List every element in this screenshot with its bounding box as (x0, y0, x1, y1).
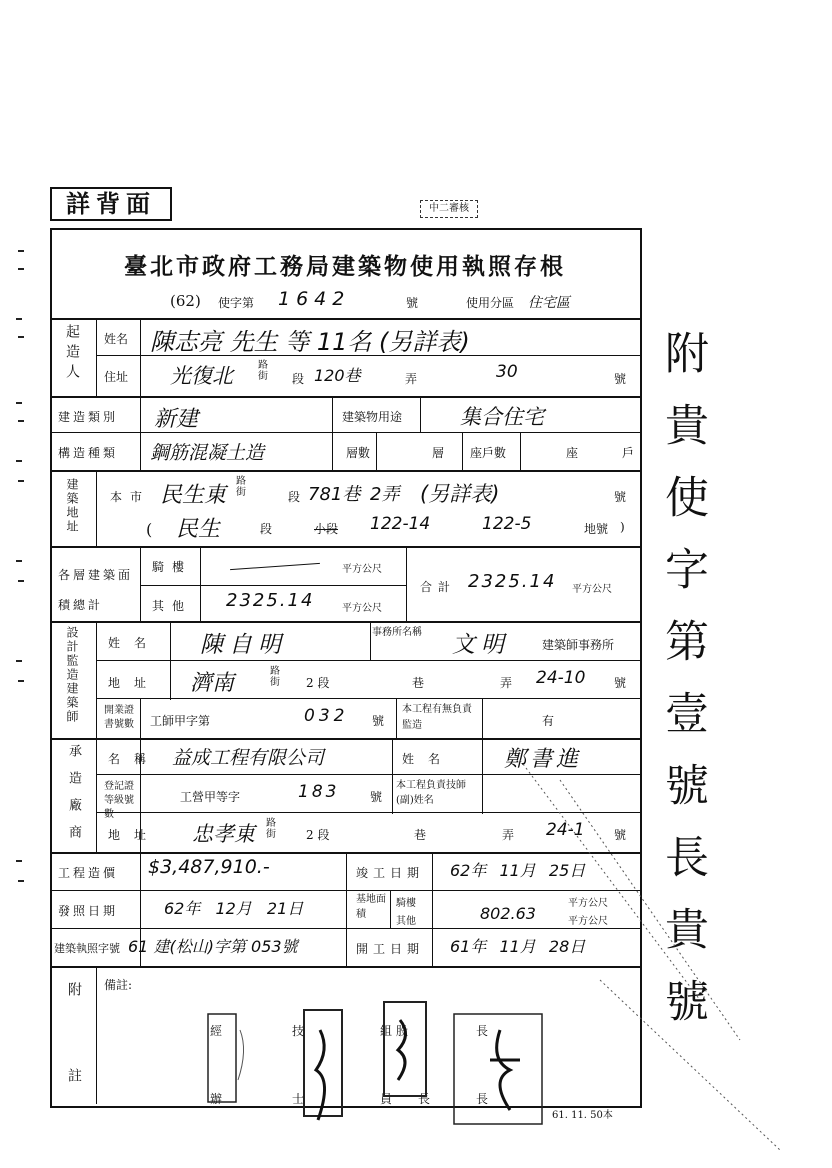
document-tag: 詳背面 (50, 187, 172, 221)
architect-name-label: 姓名 (108, 636, 161, 650)
sign-bottom-3: 員 (380, 1092, 393, 1106)
supervisor-value: 有 (542, 714, 555, 728)
contractor-name-value: 益成工程有限公司 (172, 747, 325, 769)
contractor-lane: 巷 (414, 828, 427, 842)
architect-license-no: 032 (304, 706, 349, 726)
contractor-road: 忠孝東 (192, 822, 255, 846)
builder-name-label: 姓名 (104, 332, 129, 346)
issue-label: 發照日期 (58, 904, 119, 918)
site-label: 建築地址 (65, 478, 79, 534)
site-lane: 781巷 (308, 484, 361, 505)
office-label: 事務所名稱 (372, 627, 422, 638)
builder-road: 光復北 (170, 364, 233, 388)
units-value: 座 (566, 446, 579, 460)
start-value: 61年 11月 28日 (450, 937, 586, 956)
lot-section: 段 (260, 522, 273, 536)
use-label: 建築物用途 (342, 410, 403, 424)
arcade-label: 騎樓 (152, 560, 193, 574)
architect-lane: 巷 (412, 676, 425, 690)
lot-no-1: 122-14 (370, 514, 431, 534)
site-section-label: 段 (288, 490, 301, 504)
contractor-reg-prefix: 工營甲等字 (180, 790, 241, 804)
builder-section: 段 (292, 372, 305, 386)
site-alley: 2弄 (370, 484, 400, 505)
contractor-owner-value: 鄭書進 (504, 747, 583, 772)
sign-col-3: 組 (380, 1024, 393, 1038)
done-value: 62年 11月 25日 (450, 861, 586, 880)
base-arcade-label: 騎樓 (396, 898, 416, 909)
total-value: 2325.14 (468, 571, 557, 592)
contractor-road-suffix: 路街 (266, 818, 276, 840)
architect-alley: 弄 (500, 676, 513, 690)
contractor-reg-no: 183 (298, 782, 340, 802)
floors-label: 層數 (346, 446, 371, 460)
base-arcade-unit: 平方公尺 (568, 898, 608, 909)
site-note: (另詳表) (420, 482, 500, 506)
office-suffix: 建築師事務所 (542, 638, 615, 652)
contractor-alley: 弄 (502, 828, 515, 842)
site-no-suffix: 號 (614, 490, 627, 504)
builder-name-value: 陳志亮 先生 等 11名 (另詳表) (150, 328, 470, 356)
units-label: 座戶數 (470, 446, 507, 460)
category-label: 建造類別 (58, 410, 119, 424)
license-number: 1642 (278, 288, 351, 310)
contractor-name-label: 名稱 (108, 752, 161, 766)
issue-value: 62年 12月 21日 (164, 899, 304, 918)
builder-no-suffix: 號 (614, 372, 627, 386)
sign-bottom-4: 長 (418, 1092, 431, 1106)
total-label: 合計 (420, 580, 457, 594)
lot-suffix: 地號 (584, 522, 609, 536)
review-stamp: 中二審核 (420, 200, 478, 218)
sign-col-5: 長 (476, 1024, 489, 1038)
zone-value: 住宅區 (528, 295, 570, 311)
sign-col-2: 技 (292, 1024, 305, 1038)
base-area-label: 基地面積 (356, 894, 386, 920)
sign-bottom-1: 辦 (210, 1092, 223, 1106)
engineer-label: 本工程負責技師(副)姓名 (396, 780, 466, 806)
sign-bottom-5: 長 (476, 1092, 489, 1106)
license-prefix: 使字第 (218, 296, 255, 310)
use-value: 集合住宅 (460, 405, 544, 429)
start-label: 開工日期 (356, 942, 425, 956)
contractor-owner-label: 姓名 (402, 752, 455, 766)
contractor-reg-suffix: 號 (370, 790, 383, 804)
base-other-unit: 平方公尺 (568, 916, 608, 927)
office-value: 文明 (452, 632, 510, 658)
builder-alley: 弄 (405, 372, 418, 386)
permit-value: 61 建(松山)字第 053號 (128, 937, 298, 956)
contractor-section-label: 承造廠商 (66, 744, 81, 852)
architect-name-value: 陳自明 (200, 632, 287, 658)
site-city: 本市 (110, 490, 151, 504)
contractor-no: 24-1 (546, 820, 585, 840)
architect-section-label: 設計監造建築師 (65, 626, 79, 724)
builder-no: 30 (496, 362, 518, 382)
contractor-address-label: 地址 (108, 828, 161, 842)
zone-label: 使用分區 (466, 296, 515, 310)
builder-section-label: 起造人 (64, 324, 80, 384)
architect-section: 2 段 (306, 676, 330, 690)
sign-bottom-2: 士 (292, 1092, 305, 1106)
structure-label: 構造種類 (58, 446, 119, 460)
base-other-label: 其他 (396, 916, 416, 927)
lot-subsection: 小段 (314, 522, 339, 536)
builder-road-suffix: 路街 (258, 360, 268, 382)
builder-lane: 120巷 (314, 366, 361, 385)
architect-road: 濟南 (190, 671, 235, 696)
lot-no-2: 122-5 (482, 514, 532, 534)
license-year: (62) (170, 292, 201, 310)
architect-license-suffix: 號 (372, 714, 385, 728)
other-label: 其他 (152, 599, 193, 613)
architect-address-label: 地址 (108, 676, 161, 690)
margin-stamp-text: 附貴使字第壹號長貴號 (657, 330, 708, 1050)
architect-license-label: 開業證書號數 (104, 705, 134, 730)
supervisor-label: 本工程有無負責監造 (402, 704, 472, 731)
architect-no-suffix: 號 (614, 676, 627, 690)
done-label: 竣工日期 (356, 866, 425, 880)
lot-road: 民生 (176, 517, 221, 542)
arcade-unit: 平方公尺 (342, 564, 382, 575)
sign-col-1: 經 (210, 1024, 223, 1038)
remarks-side-label: 附註 (66, 982, 82, 1154)
form-title: 臺北市政府工務局建築物使用執照存根 (124, 253, 566, 280)
cost-value: $3,487,910.- (148, 856, 270, 878)
floors-value: 層 (432, 446, 445, 460)
other-unit: 平方公尺 (342, 603, 382, 614)
cost-label: 工程造價 (58, 866, 119, 880)
site-road-suffix: 路街 (236, 476, 246, 498)
contractor-reg-label: 登記證等級號數 (104, 781, 134, 820)
total-unit: 平方公尺 (572, 584, 612, 595)
permit-label: 建築執照字號 (54, 942, 120, 955)
builder-address-label: 住址 (104, 370, 129, 384)
contractor-no-suffix: 號 (614, 828, 627, 842)
site-road: 民生東 (160, 483, 227, 508)
units-suffix: 戶 (622, 446, 635, 460)
remarks-label: 備註: (104, 978, 133, 992)
other-value: 2325.14 (226, 590, 315, 611)
architect-license-prefix: 工師甲字第 (150, 714, 211, 728)
footer-print-info: 61. 11. 50本 (552, 1110, 613, 1121)
structure-value: 鋼筋混凝土造 (150, 442, 265, 464)
contractor-section: 2 段 (306, 828, 330, 842)
sign-col-4: 股 (396, 1024, 409, 1038)
category-value: 新建 (154, 407, 199, 432)
architect-no: 24-10 (536, 668, 586, 688)
base-other-value: 802.63 (480, 904, 536, 923)
license-suffix: 號 (406, 296, 419, 310)
architect-road-suffix: 路街 (270, 666, 280, 688)
area-label: 各層建築面積總計 (58, 568, 134, 612)
